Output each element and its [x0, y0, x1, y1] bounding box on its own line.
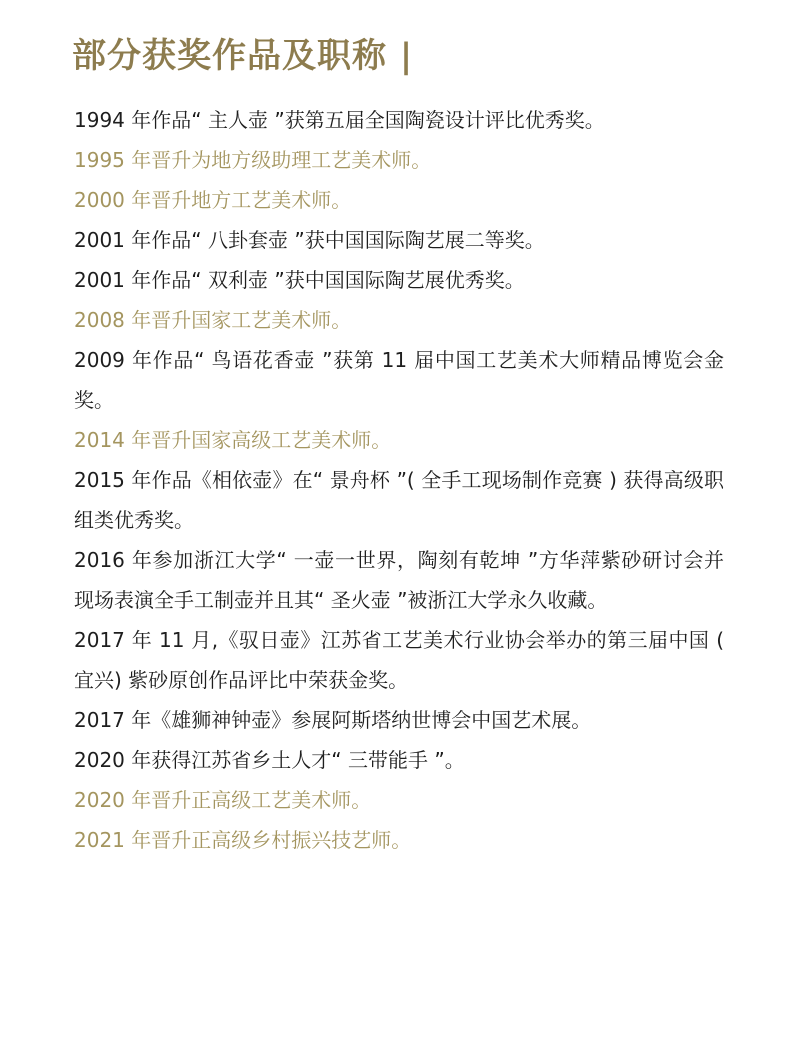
list-item: 2021 年晋升正高级乡村振兴技艺师。 — [74, 828, 412, 852]
award-list — [74, 100, 724, 860]
list-item: 2015 年作品《相依壶》在“ 景舟杯 ”( 全手工现场制作竞赛 ) 获得高级职组类优秀奖。 — [74, 468, 724, 532]
list-item: 2000 年晋升地方工艺美术师。 — [74, 188, 352, 212]
list-item: 1994 年作品“ 主人壶 ”获第五届全国陶瓷设计评比优秀奖。 — [74, 108, 605, 132]
title-bar-mark: | — [399, 36, 414, 76]
list-item: 2020 年晋升正高级工艺美术师。 — [74, 788, 372, 812]
list-item: 2008 年晋升国家工艺美术师。 — [74, 308, 352, 332]
list-item: 2017 年《雄狮神钟壶》参展阿斯塔纳世博会中国艺术展。 — [74, 708, 592, 732]
list-item: 2014 年晋升国家高级工艺美术师。 — [74, 428, 392, 452]
list-item: 2001 年作品“ 双利壶 ”获中国国际陶艺展优秀奖。 — [74, 268, 525, 292]
list-item: 2020 年获得江苏省乡土人才“ 三带能手 ”。 — [74, 748, 465, 772]
list-item: 1995 年晋升为地方级助理工艺美术师。 — [74, 148, 432, 172]
page-title — [72, 34, 413, 78]
page-title-text: 部分获奖作品及职称 — [72, 36, 387, 76]
list-item: 2017 年 11 月,《驭日壶》江苏省工艺美术行业协会举办的第三届中国 ( 宜兴) 紫砂原创作品评比中荣获金奖。 — [74, 628, 724, 692]
list-item: 2009 年作品“ 鸟语花香壶 ”获第 11 届中国工艺美术大师精品博览会金奖。 — [74, 348, 724, 412]
list-item: 2016 年参加浙江大学“ 一壶一世界，陶刻有乾坤 ”方华萍紫砂研讨会并现场表演全手工制壶并且其“ 圣火壶 ”被浙江大学永久收藏。 — [74, 548, 724, 612]
list-item: 2001 年作品“ 八卦套壶 ”获中国国际陶艺展二等奖。 — [74, 228, 545, 252]
